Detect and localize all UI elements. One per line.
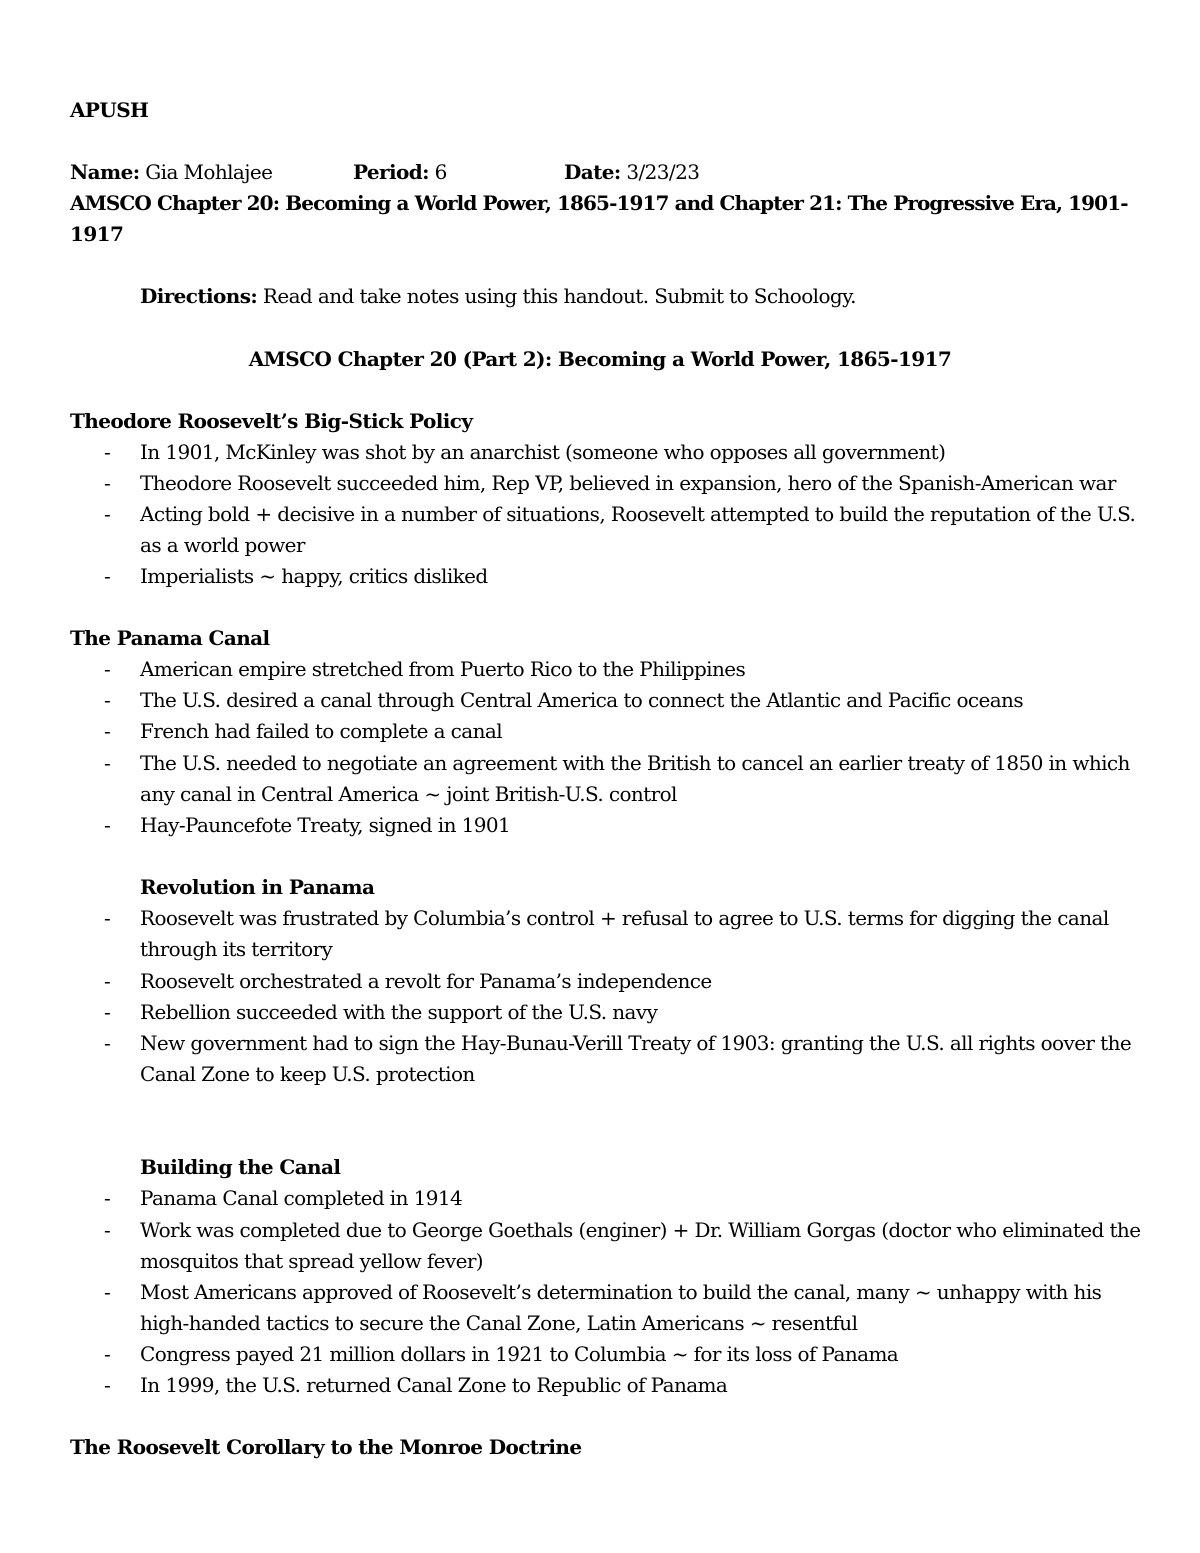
list-item: New government had to sign the Hay-Bunau-Verill Treaty of 1903: granting the U.S. all rights oover the: [140, 1031, 1132, 1055]
bullet-dash: -: [104, 1342, 111, 1366]
list-item: Most Americans approved of Roosevelt’s determination to build the canal, many ~ unhappy with his: [140, 1280, 1102, 1304]
subsection-heading-building: Building the Canal: [140, 1155, 341, 1179]
bullet-dash: -: [104, 1186, 111, 1210]
list-item: Acting bold + decisive in a number of situations, Roosevelt attempted to build the reputation of the U.S.: [140, 502, 1136, 526]
list-item: Congress payed 21 million dollars in 1921 to Columbia ~ for its loss of Panama: [140, 1342, 899, 1366]
course-title: APUSH: [70, 98, 149, 122]
student-info-row: [70, 160, 272, 184]
directions-label: Directions:: [140, 284, 258, 308]
list-item: Work was completed due to George Goethals (enginer) + Dr. William Gorgas (doctor who eliminated the: [140, 1218, 1141, 1242]
bullet-dash: -: [104, 440, 111, 464]
date-label: Date:: [564, 160, 621, 184]
bullet-dash: -: [104, 906, 111, 930]
bullet-dash: -: [104, 751, 111, 775]
list-item-continuation: through its territory: [140, 937, 333, 961]
period-label: Period:: [353, 160, 429, 184]
bullet-dash: -: [104, 1031, 111, 1055]
bullet-dash: -: [104, 1000, 111, 1024]
list-item-continuation: mosquitos that spread yellow fever): [140, 1249, 484, 1273]
list-item: In 1999, the U.S. returned Canal Zone to Republic of Panama: [140, 1373, 728, 1397]
document-title-line1: AMSCO Chapter 20: Becoming a World Power, 1865-1917 and Chapter 21: The Progressive Era, 1901-: [70, 191, 1128, 215]
list-item: Panama Canal completed in 1914: [140, 1186, 463, 1210]
section-heading-big-stick: Theodore Roosevelt’s Big-Stick Policy: [70, 409, 473, 433]
bullet-dash: -: [104, 688, 111, 712]
name-label: Name:: [70, 160, 140, 184]
list-item: Roosevelt was frustrated by Columbia’s control + refusal to agree to U.S. terms for digging the canal: [140, 906, 1109, 930]
list-item-continuation: Canal Zone to keep U.S. protection: [140, 1062, 475, 1086]
directions: [140, 284, 856, 308]
list-item: French had failed to complete a canal: [140, 719, 502, 743]
list-item: Theodore Roosevelt succeeded him, Rep VP, believed in expansion, hero of the Spanish-American war: [140, 471, 1116, 495]
bullet-dash: -: [104, 502, 111, 526]
bullet-dash: -: [104, 657, 111, 681]
bullet-dash: -: [104, 719, 111, 743]
section-heading-corollary: The Roosevelt Corollary to the Monroe Doctrine: [70, 1435, 582, 1459]
list-item: The U.S. needed to negotiate an agreement with the British to cancel an earlier treaty of 1850 in which: [140, 751, 1130, 775]
list-item: Imperialists ~ happy, critics disliked: [140, 564, 488, 588]
bullet-dash: -: [104, 813, 111, 837]
date-value: 3/23/23: [626, 160, 700, 184]
list-item-continuation: any canal in Central America ~ joint British-U.S. control: [140, 782, 677, 806]
list-item: In 1901, McKinley was shot by an anarchist (someone who opposes all government): [140, 440, 946, 464]
subsection-heading-revolution: Revolution in Panama: [140, 875, 375, 899]
bullet-dash: -: [104, 471, 111, 495]
section-heading-panama: The Panama Canal: [70, 626, 270, 650]
period-field: [353, 160, 447, 184]
directions-text: Read and take notes using this handout. Submit to Schoology.: [262, 284, 856, 308]
list-item: Roosevelt orchestrated a revolt for Panama’s independence: [140, 969, 712, 993]
period-value: 6: [434, 160, 447, 184]
bullet-dash: -: [104, 1218, 111, 1242]
list-item-continuation: as a world power: [140, 533, 305, 557]
document-title-line2: 1917: [70, 222, 124, 246]
part-heading: AMSCO Chapter 20 (Part 2): Becoming a World Power, 1865-1917: [248, 347, 952, 371]
bullet-dash: -: [104, 564, 111, 588]
list-item: Rebellion succeeded with the support of the U.S. navy: [140, 1000, 658, 1024]
list-item: American empire stretched from Puerto Rico to the Philippines: [140, 657, 746, 681]
bullet-dash: -: [104, 1373, 111, 1397]
list-item-continuation: high-handed tactics to secure the Canal Zone, Latin Americans ~ resentful: [140, 1311, 858, 1335]
date-field: [564, 160, 699, 184]
bullet-dash: -: [104, 969, 111, 993]
list-item: Hay-Pauncefote Treaty, signed in 1901: [140, 813, 511, 837]
name-value: Gia Mohlajee: [145, 160, 273, 184]
list-item: The U.S. desired a canal through Central America to connect the Atlantic and Pacific oceans: [140, 688, 1023, 712]
bullet-dash: -: [104, 1280, 111, 1304]
